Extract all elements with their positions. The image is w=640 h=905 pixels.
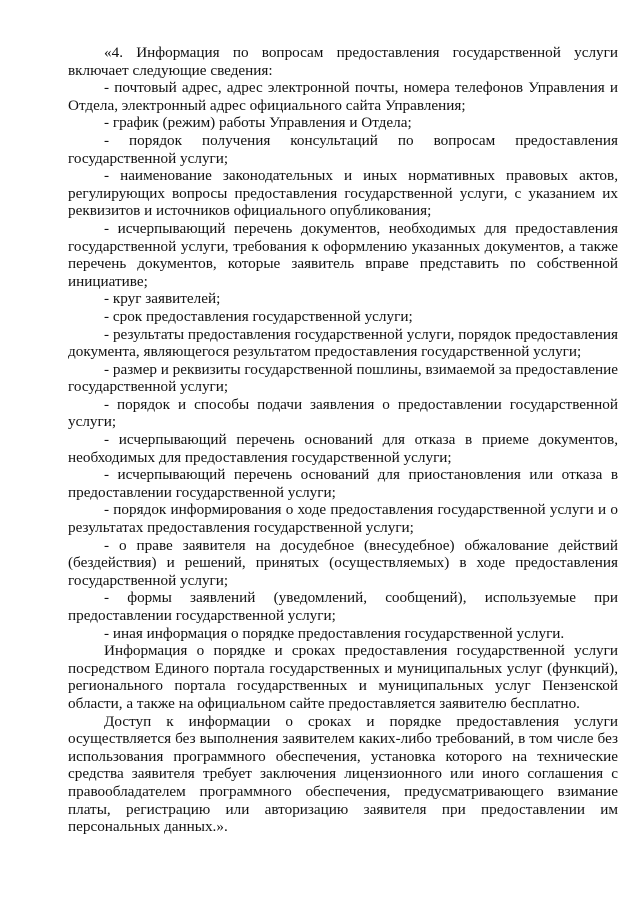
list-item-progress-informing: - порядок информирования о ходе предоставления государственной услуги и о результатах предоставления государственной услуги; [68,501,618,537]
list-item-application-methods: - порядок и способы подачи заявления о предоставлении государственной услуги; [68,395,618,431]
list-item-consultation-procedure: - порядок получения консультаций по вопросам предоставления государственной услуги; [68,131,618,167]
paragraph-intro: «4. Информация по вопросам предоставления государственной услуги включает следующие сведения: [68,44,618,79]
document-body [68,44,618,836]
list-item-state-duty: - размер и реквизиты государственной пошлины, взимаемой за предоставление государственной услуги; [68,360,619,396]
list-item-postal-address: - почтовый адрес, адрес электронной почты, номера телефонов Управления и Отдела, электронный адрес официального сайта Управления; [68,79,618,114]
list-item-applicants: - круг заявителей; [104,290,221,308]
paragraph-portal-info: Информация о порядке и сроках предоставления государственной услуги посредством Единого портала государственных и муниципальных услуг (функций), регионального портала государственных и муниципальных услуг Пензенской области, а также на официальном сайте предоставляется заявителю бесплатно. [68,642,618,712]
list-item-documents-list: - исчерпывающий перечень документов, необходимых для предоставления государственной услуги, требования к оформлению указанных документов, а также перечень документов, которые заявитель вправе представить по собственной инициативе; [68,219,618,290]
list-item-forms: - формы заявлений (уведомлений, сообщений), используемые при предоставлении государственной услуги; [68,589,618,624]
list-item-other-info: - иная информация о порядке предоставления государственной услуги. [104,624,565,642]
list-item-legal-acts: - наименование законодательных и иных нормативных правовых актов, регулирующих вопросы предоставления государственной услуги, с указанием их реквизитов и источников официального опубликования; [68,167,618,220]
paragraph-access: Доступ к информации о сроках и порядке предоставления услуги осуществляется без выполнения заявителем каких-либо требований, в том числе без использования программного обеспечения, установка которого на технические средства заявителя требует заключения лицензионного или иного соглашения с правообладателем программного обеспечения, предусматривающего взимание платы, регистрацию или авторизацию заявителя при предоставлении им персональных данных.». [68,712,618,836]
list-item-refusal-grounds-acceptance: - исчерпывающий перечень оснований для отказа в приеме документов, необходимых для предоставления государственной услуги; [68,431,618,466]
list-item-appeal-right: - о праве заявителя на досудебное (внесудебное) обжалование действий (бездействия) и решений, принятых (осуществляемых) в ходе предоставления государственной услуги; [68,536,618,589]
list-item-results: - результаты предоставления государственной услуги, порядок предоставления документа, являющегося результатом предоставления государственной услуги; [68,325,618,361]
list-item-schedule: - график (режим) работы Управления и Отдела; [104,114,412,132]
list-item-term: - срок предоставления государственной услуги; [104,307,413,325]
list-item-refusal-grounds-suspension: - исчерпывающий перечень оснований для приостановления или отказа в предоставлении государственной услуги; [68,466,618,501]
